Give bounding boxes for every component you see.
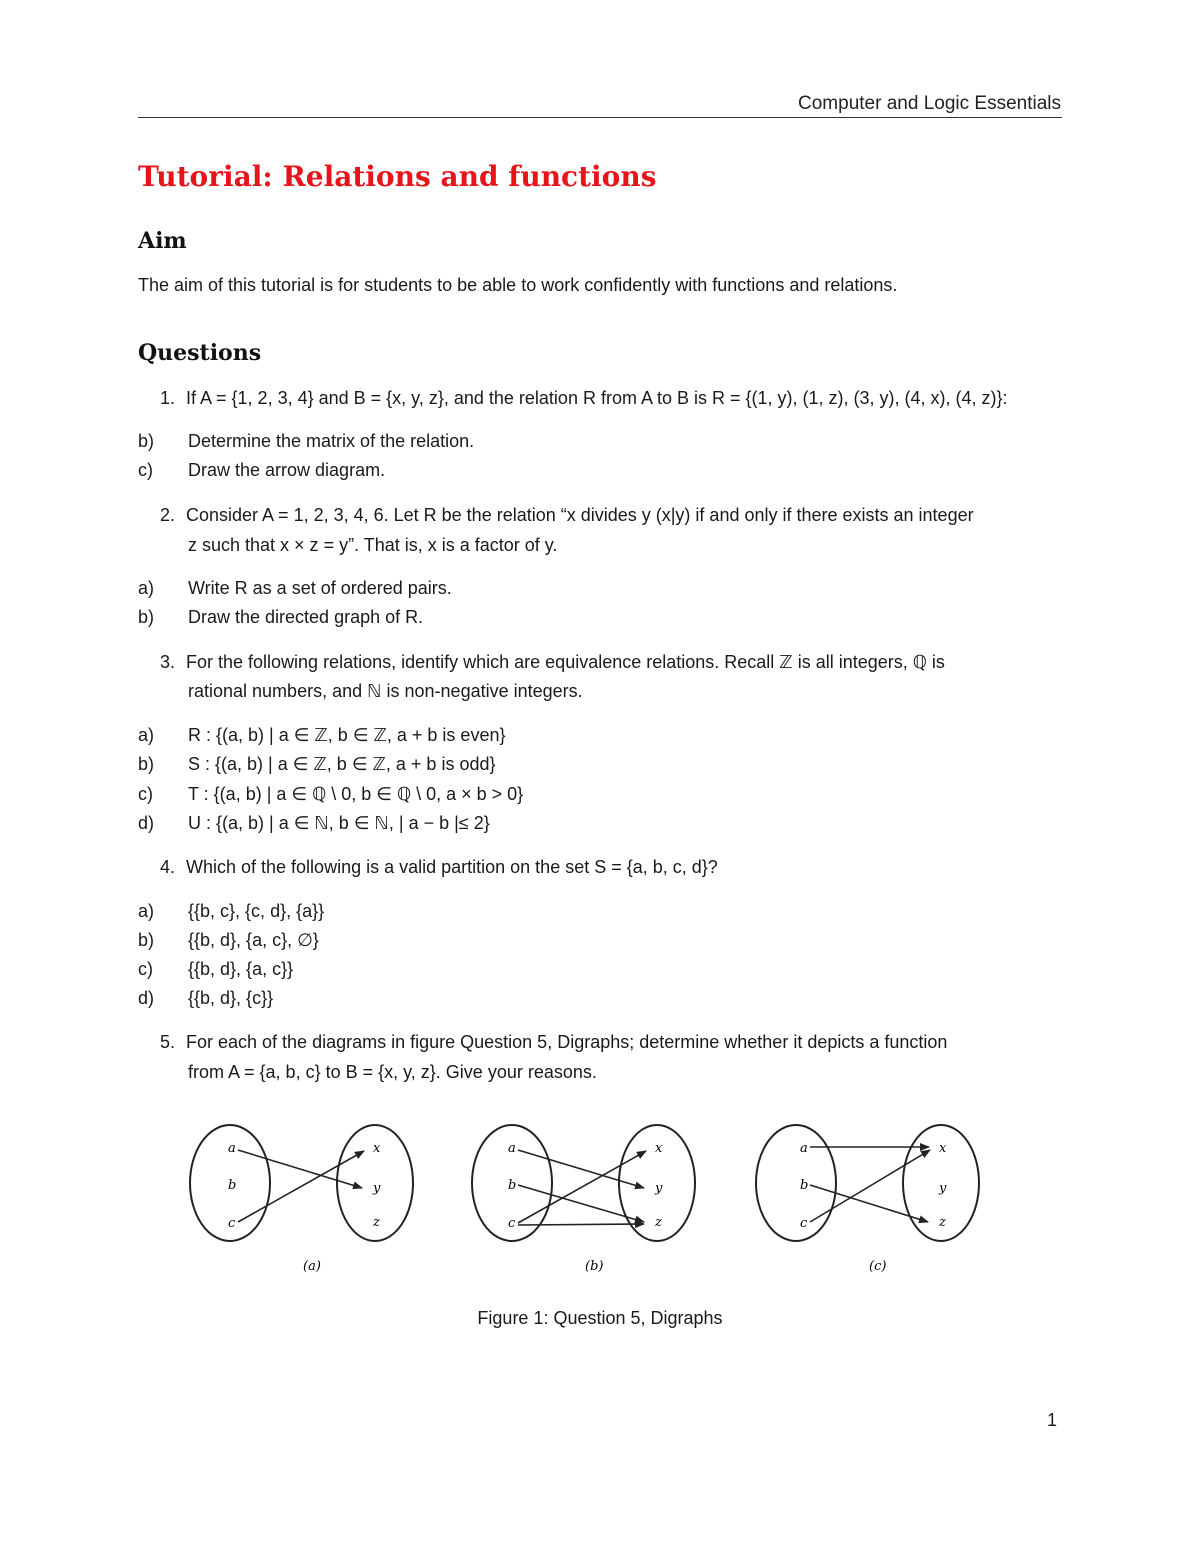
node-label: a <box>228 1141 236 1156</box>
question-number: 1. <box>160 388 176 408</box>
part-text: U : {(a, b) | a ∈ ℕ, b ∈ ℕ, | a − b |≤ 2} <box>188 813 490 833</box>
q4-part-c <box>138 959 293 980</box>
questions-heading: Questions <box>138 340 262 366</box>
part-text: {{b, d}, {a, c}, ∅} <box>188 930 319 950</box>
aim-heading: Aim <box>138 228 187 254</box>
arrow-edge <box>238 1151 364 1222</box>
page-title: Tutorial: Relations and functions <box>138 160 657 193</box>
part-label: d) <box>138 988 155 1008</box>
part-text: {{b, d}, {c}} <box>188 988 274 1008</box>
diagram-caption: (c) <box>869 1259 887 1274</box>
part-text: Write R as a set of ordered pairs. <box>188 578 452 598</box>
running-header: Computer and Logic Essentials <box>798 93 1061 114</box>
part-label: a) <box>138 578 155 598</box>
arrow-edge <box>518 1150 644 1188</box>
question-text-line-1: For each of the diagrams in figure Question 5, Digraphs; determine whether it depicts a function <box>186 1032 948 1052</box>
arrow-edge <box>810 1150 930 1222</box>
aim-text: The aim of this tutorial is for students to be able to work confidently with functions and relations. <box>138 275 898 295</box>
q1-part-b <box>138 431 474 452</box>
question-text: If A = {1, 2, 3, 4} and B = {x, y, z}, and the relation R from A to B is R = {(1, y), (1, z), (3, y), (4, x), (4, z)}: <box>186 388 1008 408</box>
node-label: y <box>373 1181 381 1196</box>
part-text: Draw the arrow diagram. <box>188 460 386 480</box>
q4-part-d <box>138 988 273 1009</box>
node-label: c <box>508 1216 516 1231</box>
node-label: a <box>508 1141 516 1156</box>
question-1 <box>138 388 1008 409</box>
q3-part-d <box>138 813 490 834</box>
node-label: y <box>655 1181 663 1196</box>
part-label: b) <box>138 607 155 627</box>
q3-part-b <box>138 754 496 775</box>
node-label: c <box>800 1216 808 1231</box>
diagram-caption: (a) <box>303 1259 321 1274</box>
part-label: c) <box>138 784 153 804</box>
part-label: b) <box>138 754 155 774</box>
q4-part-b <box>138 930 319 951</box>
q1-part-c <box>138 460 385 481</box>
diagram-caption: (b) <box>585 1259 604 1274</box>
part-label: c) <box>138 959 153 979</box>
figure-caption: Figure 1: Question 5, Digraphs <box>477 1308 723 1328</box>
node-label: a <box>800 1141 808 1156</box>
question-text: Which of the following is a valid partition on the set S = {a, b, c, d}? <box>186 857 718 877</box>
part-text: {{b, d}, {a, c}} <box>188 959 294 979</box>
question-number: 4. <box>160 857 176 877</box>
question-2 <box>138 505 974 526</box>
part-text: {{b, c}, {c, d}, {a}} <box>188 901 325 921</box>
part-label: a) <box>138 725 155 745</box>
digraph-b <box>472 1125 695 1274</box>
part-label: b) <box>138 431 155 451</box>
question-5-line-2: from A = {a, b, c} to B = {x, y, z}. Give your reasons. <box>188 1062 597 1082</box>
page-number: 1 <box>1046 1410 1057 1430</box>
part-label: b) <box>138 930 155 950</box>
part-text: Determine the matrix of the relation. <box>188 431 475 451</box>
header-rule <box>138 117 1062 118</box>
arrow-edge <box>518 1224 644 1225</box>
node-label: b <box>228 1178 237 1193</box>
q3-part-c <box>138 784 523 805</box>
part-text: S : {(a, b) | a ∈ ℤ, b ∈ ℤ, a + b is odd} <box>188 754 496 774</box>
question-number: 5. <box>160 1032 176 1052</box>
question-number: 2. <box>160 505 176 525</box>
question-3 <box>138 652 945 673</box>
question-number: 3. <box>160 652 176 672</box>
node-label: y <box>939 1181 947 1196</box>
arrow-edge <box>518 1185 644 1222</box>
question-text-line-1: Consider A = 1, 2, 3, 4, 6. Let R be the relation “x divides y (x|y) if and only if there exists an integer <box>186 505 974 525</box>
digraph-figure <box>180 1120 980 1280</box>
part-text: T : {(a, b) | a ∈ ℚ \ 0, b ∈ ℚ \ 0, a × b > 0} <box>188 784 524 804</box>
digraph-c <box>756 1125 979 1274</box>
question-5 <box>138 1032 947 1053</box>
part-label: d) <box>138 813 155 833</box>
question-2-line-2: z such that x × z = y”. That is, x is a factor of y. <box>188 535 558 555</box>
domain-oval <box>756 1125 836 1241</box>
arrow-edge <box>238 1150 362 1188</box>
node-label: x <box>373 1141 381 1156</box>
q4-part-a <box>138 901 324 922</box>
q2-part-b <box>138 607 423 628</box>
node-label: x <box>939 1141 947 1156</box>
q2-part-a <box>138 578 452 599</box>
part-label: c) <box>138 460 153 480</box>
node-label: c <box>228 1216 236 1231</box>
arrow-edge <box>518 1151 646 1223</box>
node-label: z <box>655 1215 662 1230</box>
part-text: Draw the directed graph of R. <box>188 607 424 627</box>
part-label: a) <box>138 901 155 921</box>
digraph-a <box>190 1125 413 1274</box>
question-3-line-2: rational numbers, and ℕ is non-negative integers. <box>188 681 583 701</box>
node-label: x <box>655 1141 663 1156</box>
node-label: z <box>939 1215 946 1230</box>
node-label: z <box>373 1215 380 1230</box>
node-label: b <box>800 1178 809 1193</box>
q3-part-a <box>138 725 505 746</box>
node-label: b <box>508 1178 517 1193</box>
question-text-line-1: For the following relations, identify which are equivalence relations. Recall ℤ is all integers, ℚ is <box>186 652 945 672</box>
question-4 <box>138 857 718 878</box>
part-text: R : {(a, b) | a ∈ ℤ, b ∈ ℤ, a + b is even} <box>188 725 506 745</box>
